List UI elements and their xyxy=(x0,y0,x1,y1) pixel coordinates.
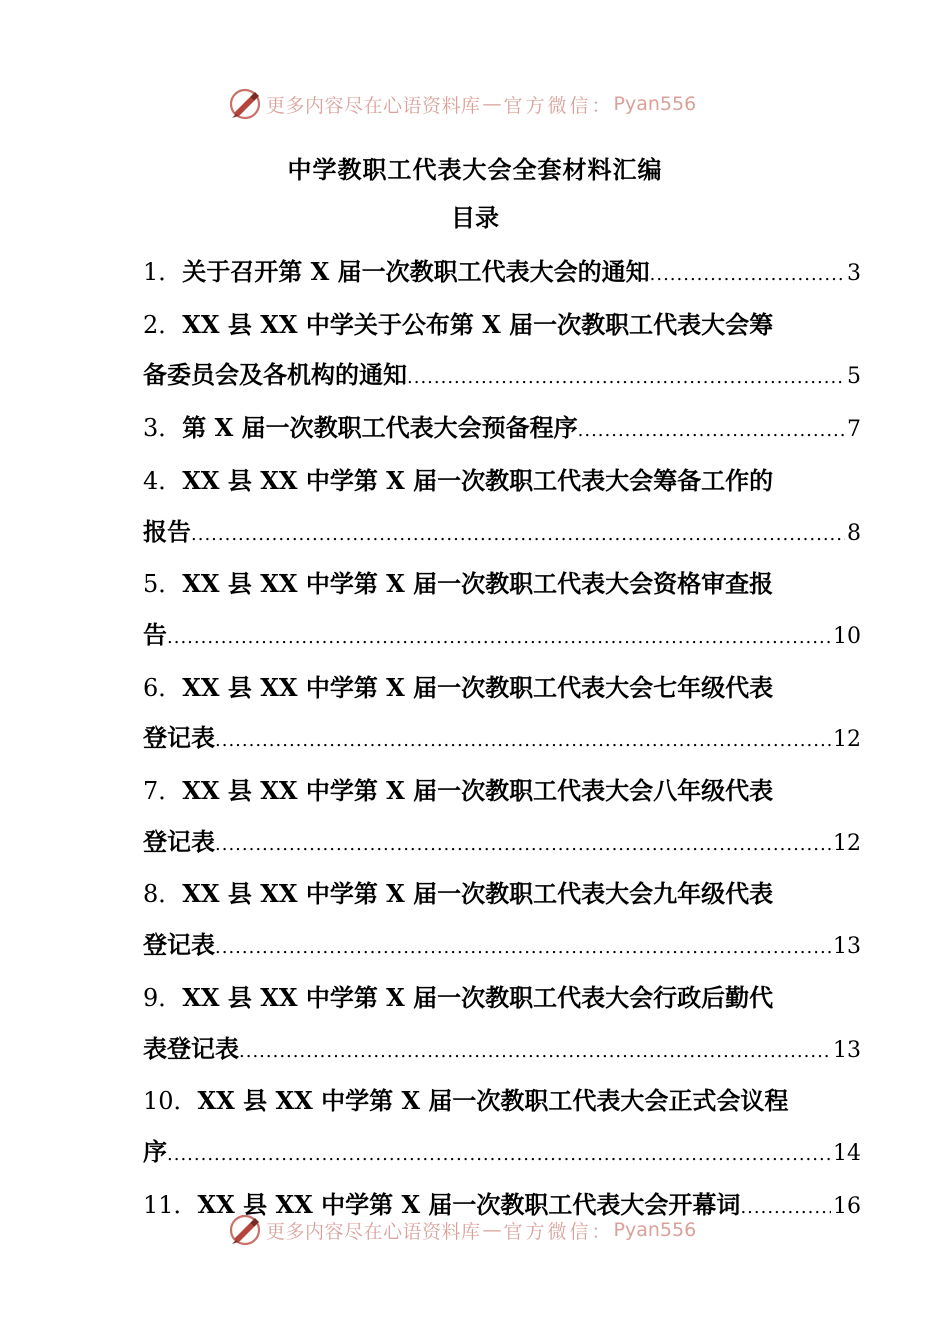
toc-entry-title: 第 X 届一次教职工代表大会预备程序 xyxy=(182,413,578,443)
dot-leader xyxy=(167,613,831,663)
toc-page-number: 10 xyxy=(833,623,861,649)
toc-entry[interactable] xyxy=(143,456,861,559)
toc-page-number: 12 xyxy=(833,727,861,753)
toc-entry-number: 8． xyxy=(143,880,183,909)
toc-entry-title: 报告 xyxy=(143,516,191,546)
toc-entry-number: 3． xyxy=(143,414,183,443)
watermark-text: 更多内容尽在心语资料库 xyxy=(266,1220,481,1243)
header-watermark xyxy=(228,86,748,122)
toc-page-number: 16 xyxy=(833,1193,861,1219)
toc-entry-number: 6． xyxy=(143,673,183,702)
toc-entry-number: 2． xyxy=(143,310,183,339)
toc-page-number: 8 xyxy=(847,520,861,546)
toc-page-number: 7 xyxy=(847,417,861,443)
dot-leader xyxy=(215,716,831,766)
toc-entry[interactable] xyxy=(143,663,861,766)
toc-page-number: 12 xyxy=(833,830,861,856)
dot-leader xyxy=(407,353,845,403)
toc-page-number: 5 xyxy=(847,364,861,390)
toc-entry-title: 表登记表 xyxy=(143,1033,239,1063)
toc-entry-number: 10． xyxy=(143,1087,198,1116)
table-of-contents xyxy=(143,247,861,1232)
toc-entry-title: 登记表 xyxy=(143,723,215,753)
toc-entry-number: 4． xyxy=(143,466,183,495)
watermark-text: 更多内容尽在心语资料库 xyxy=(266,94,481,117)
dot-leader xyxy=(239,1027,831,1077)
watermark-id: Pyan556 xyxy=(613,93,697,115)
toc-entry-title: XX 县 XX 中学第 X 届一次教职工代表大会开幕词 xyxy=(197,1189,741,1219)
watermark-separator: — xyxy=(482,93,502,115)
dot-leader xyxy=(578,406,845,456)
toc-heading: 目录 xyxy=(451,203,499,232)
toc-entry-title: XX 县 XX 中学第 X 届一次教职工代表大会八年级代表 xyxy=(182,776,774,806)
document-title: 中学教职工代表大会全套材料汇编 xyxy=(287,155,663,184)
toc-entry-title: 登记表 xyxy=(143,930,215,960)
toc-entry-title: XX 县 XX 中学关于公布第 X 届一次教职工代表大会筹 xyxy=(182,309,774,339)
toc-entry-title: 关于召开第 X 届一次教职工代表大会的通知 xyxy=(182,257,650,286)
toc-page-number: 13 xyxy=(833,1037,861,1063)
toc-entry-title: XX 县 XX 中学第 X 届一次教职工代表大会行政后勤代 xyxy=(182,982,774,1012)
toc-entry-title: 序 xyxy=(143,1136,167,1166)
dot-leader xyxy=(215,820,831,870)
watermark-label: 官方微信： xyxy=(503,1220,614,1243)
toc-entry-number: 5． xyxy=(143,570,183,599)
toc-entry-number: 1． xyxy=(143,258,183,286)
toc-entry-number: 11． xyxy=(143,1190,198,1219)
pen-logo-icon xyxy=(228,87,262,121)
toc-entry[interactable] xyxy=(143,1076,861,1179)
toc-entry-title: XX 县 XX 中学第 X 届一次教职工代表大会正式会议程 xyxy=(197,1086,789,1116)
toc-entry[interactable] xyxy=(143,247,861,300)
dot-leader xyxy=(215,923,831,973)
toc-entry-title: XX 县 XX 中学第 X 届一次教职工代表大会资格审查报 xyxy=(182,569,774,599)
pen-logo-icon xyxy=(228,1213,262,1247)
toc-entry[interactable] xyxy=(143,300,861,403)
toc-entry[interactable] xyxy=(143,403,861,456)
toc-entry[interactable] xyxy=(143,766,861,869)
watermark-id: Pyan556 xyxy=(613,1219,697,1241)
toc-entry-number: 9． xyxy=(143,983,183,1012)
toc-entry-title: 备委员会及各机构的通知 xyxy=(143,360,407,390)
dot-leader xyxy=(167,1130,831,1180)
toc-entry-number: 7． xyxy=(143,777,183,806)
toc-entry-title: XX 县 XX 中学第 X 届一次教职工代表大会九年级代表 xyxy=(182,879,774,909)
toc-page-number: 13 xyxy=(833,934,861,960)
toc-entry[interactable] xyxy=(143,559,861,662)
watermark-separator: — xyxy=(482,1219,502,1241)
watermark-label: 官方微信： xyxy=(503,94,614,117)
toc-entry-title: XX 县 XX 中学第 X 届一次教职工代表大会七年级代表 xyxy=(182,672,774,702)
toc-page-number: 3 xyxy=(847,261,861,286)
toc-entry-title: 告 xyxy=(143,619,167,649)
toc-entry-title: XX 县 XX 中学第 X 届一次教职工代表大会筹备工作的 xyxy=(182,465,774,495)
dot-leader xyxy=(650,250,845,300)
footer-watermark xyxy=(228,1212,748,1248)
toc-page-number: 14 xyxy=(833,1140,861,1166)
toc-entry[interactable] xyxy=(143,973,861,1076)
toc-entry-title: 登记表 xyxy=(143,826,215,856)
dot-leader xyxy=(191,510,845,560)
toc-entry[interactable] xyxy=(143,869,861,972)
dot-leader xyxy=(740,1183,831,1233)
